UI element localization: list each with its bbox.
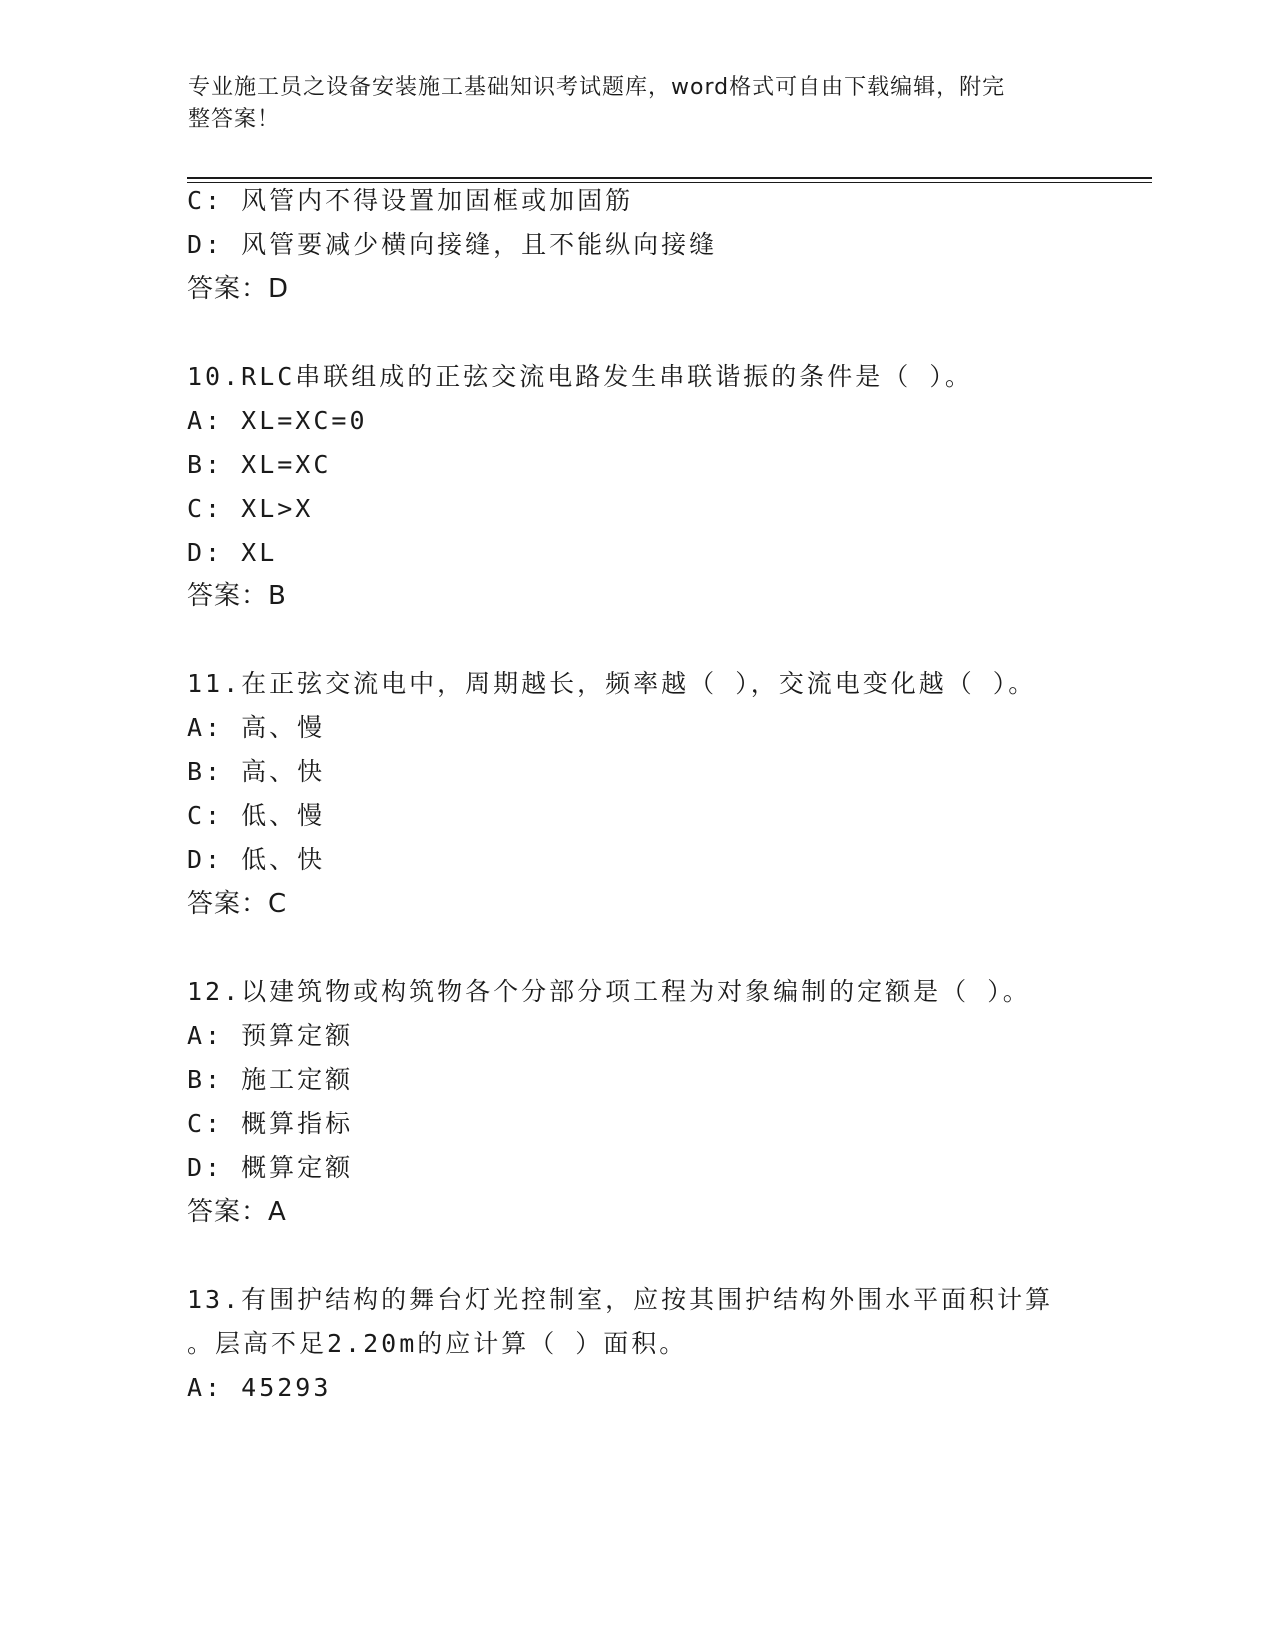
q11-option-b: B: 高、快 xyxy=(187,757,326,786)
header-divider-thin xyxy=(187,182,1152,183)
option-d: D: 风管要减少横向接缝，且不能纵向接缝 xyxy=(187,230,718,259)
question-12: 12.以建筑物或构筑物各个分部分项工程为对象编制的定额是（ ）。 xyxy=(187,977,1031,1006)
q12-option-b: B: 施工定额 xyxy=(187,1065,354,1094)
q12-option-d: D: 概算定额 xyxy=(187,1153,354,1182)
header-divider xyxy=(187,177,1152,179)
document-header xyxy=(188,72,1068,136)
q10-option-a: A: XL=XC=0 xyxy=(187,406,368,435)
q13-option-a: A: 45293 xyxy=(187,1373,332,1402)
q10-option-c: C: XL>X xyxy=(187,494,314,523)
option-c: C: 风管内不得设置加固框或加固筋 xyxy=(187,186,634,215)
question-11: 11.在正弦交流电中，周期越长，频率越（ ），交流电变化越（ ）。 xyxy=(187,669,1037,698)
header-line-1: 专业施工员之设备安装施工基础知识考试题库，word格式可自由下载编辑，附完 xyxy=(188,75,1006,100)
question-13-cont: 。层高不足2.20m的应计算（ ）面积。 xyxy=(187,1329,688,1358)
answer-10: 答案：B xyxy=(187,581,287,611)
question-13: 13.有围护结构的舞台灯光控制室，应按其围护结构外围水平面积计算 xyxy=(187,1285,1054,1314)
q10-option-b: B: XL=XC xyxy=(187,450,332,479)
question-10: 10.RLC串联组成的正弦交流电路发生串联谐振的条件是（ ）。 xyxy=(187,362,973,391)
answer-12: 答案：A xyxy=(187,1197,287,1227)
q12-option-c: C: 概算指标 xyxy=(187,1109,354,1138)
answer-9: 答案：D xyxy=(187,274,290,304)
answer-11: 答案：C xyxy=(187,889,288,919)
q11-option-c: C: 低、慢 xyxy=(187,801,326,830)
q11-option-a: A: 高、慢 xyxy=(187,713,326,742)
q12-option-a: A: 预算定额 xyxy=(187,1021,354,1050)
q10-option-d: D: XL xyxy=(187,538,278,567)
q11-option-d: D: 低、快 xyxy=(187,845,326,874)
header-line-2: 整答案！ xyxy=(188,107,281,132)
